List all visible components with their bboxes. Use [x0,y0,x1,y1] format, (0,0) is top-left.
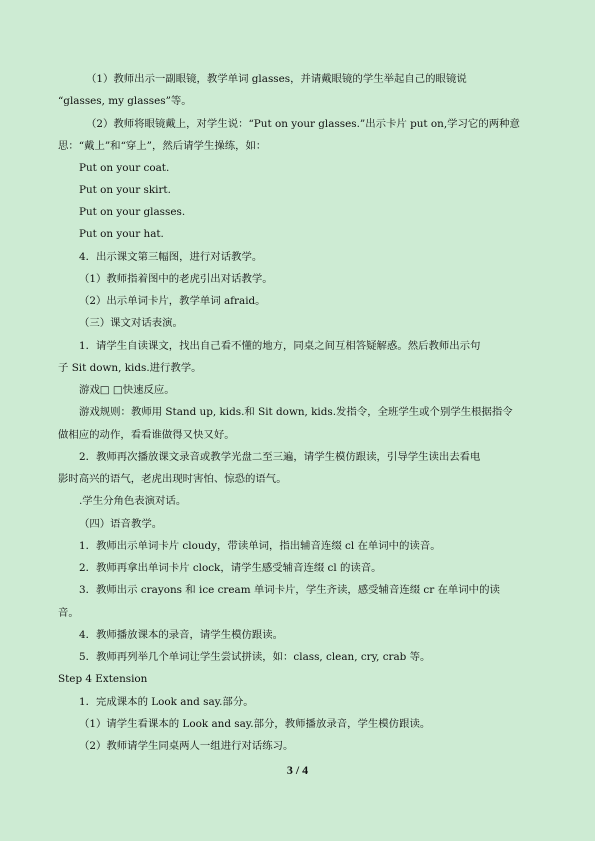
text-line: 3．教师出示 crayons 和 ice cream 单词卡片，学生齐读，感受辅音连缀 cr 在单词中的读 [79,584,500,596]
text-line: 1．完成课本的 Look and say.部分。 [79,696,254,708]
text-line: （三）课文对话表演。 [79,317,183,329]
text-line: （1）教师指着图中的老虎引出对话教学。 [79,273,273,285]
text-line: 思：“戴上”和“穿上”，然后请学生操练，如： [58,140,267,152]
text-line: 2．教师再次播放课文录音或教学光盘二至三遍，请学生模仿跟读，引导学生读出去看电 [79,451,481,463]
text-line: （2）出示单词卡片，教学单词 afraid。 [79,295,266,307]
text-line: 1．请学生自读课文，找出自己看不懂的地方，同桌之间互相答疑解惑。然后教师出示句 [79,340,481,352]
text-line: 做相应的动作，看看谁做得又快又好。 [58,429,235,441]
text-line: Put on your glasses. [79,206,186,218]
text-line: 游戏规则：教师用 Stand up, kids.和 Sit down, kids.发指令，全班学生或个别学生根据指令 [79,406,513,418]
text-line: .学生分角色表演对话。 [79,495,187,507]
text-line: 影时高兴的语气，老虎出现时害怕、惊恐的语气。 [58,473,287,485]
text-line: （四）语音教学。 [79,518,163,530]
text-line: Put on your coat. [79,162,170,174]
text-line: （1）请学生看课本的 Look and say.部分，教师播放录音，学生模仿跟读。 [79,718,431,730]
page-number: 3 / 4 [286,763,309,777]
text-line: （1）教师出示一副眼镜，教学单词 glasses，并请戴眼镜的学生举起自己的眼镜说 [86,73,467,85]
text-line: 2．教师再拿出单词卡片 clock，请学生感受辅音连缀 cl 的读音。 [79,562,382,574]
text-line: 4．教师播放课本的录音，请学生模仿跟读。 [79,629,284,641]
text-line: 音。 [58,607,79,619]
text-line: 子 Sit down, kids.进行教学。 [58,362,202,374]
text-line: 1．教师出示单词卡片 cloudy，带读单词，指出辅音连缀 cl 在单词中的读音。 [79,540,441,552]
text-line: 5．教师再列举几个单词让学生尝试拼读，如：class, clean, cry, crab 等。 [79,651,431,663]
text-line: （2）教师请学生同桌两人一组进行对话练习。 [79,740,294,752]
text-line: Put on your hat. [79,228,164,240]
text-line: Step 4 Extension [58,673,148,685]
text-line: 4．出示课文第三幅图，进行对话教学。 [79,251,263,263]
text-line: （2）教师将眼镜戴上，对学生说：“Put on your glasses.”出示卡片 put on,学习它的两种意 [86,118,520,130]
text-line: “glasses, my glasses”等。 [58,95,192,107]
text-line: 游戏□ □快速反应。 [79,384,175,396]
text-line: Put on your skirt. [79,184,171,196]
